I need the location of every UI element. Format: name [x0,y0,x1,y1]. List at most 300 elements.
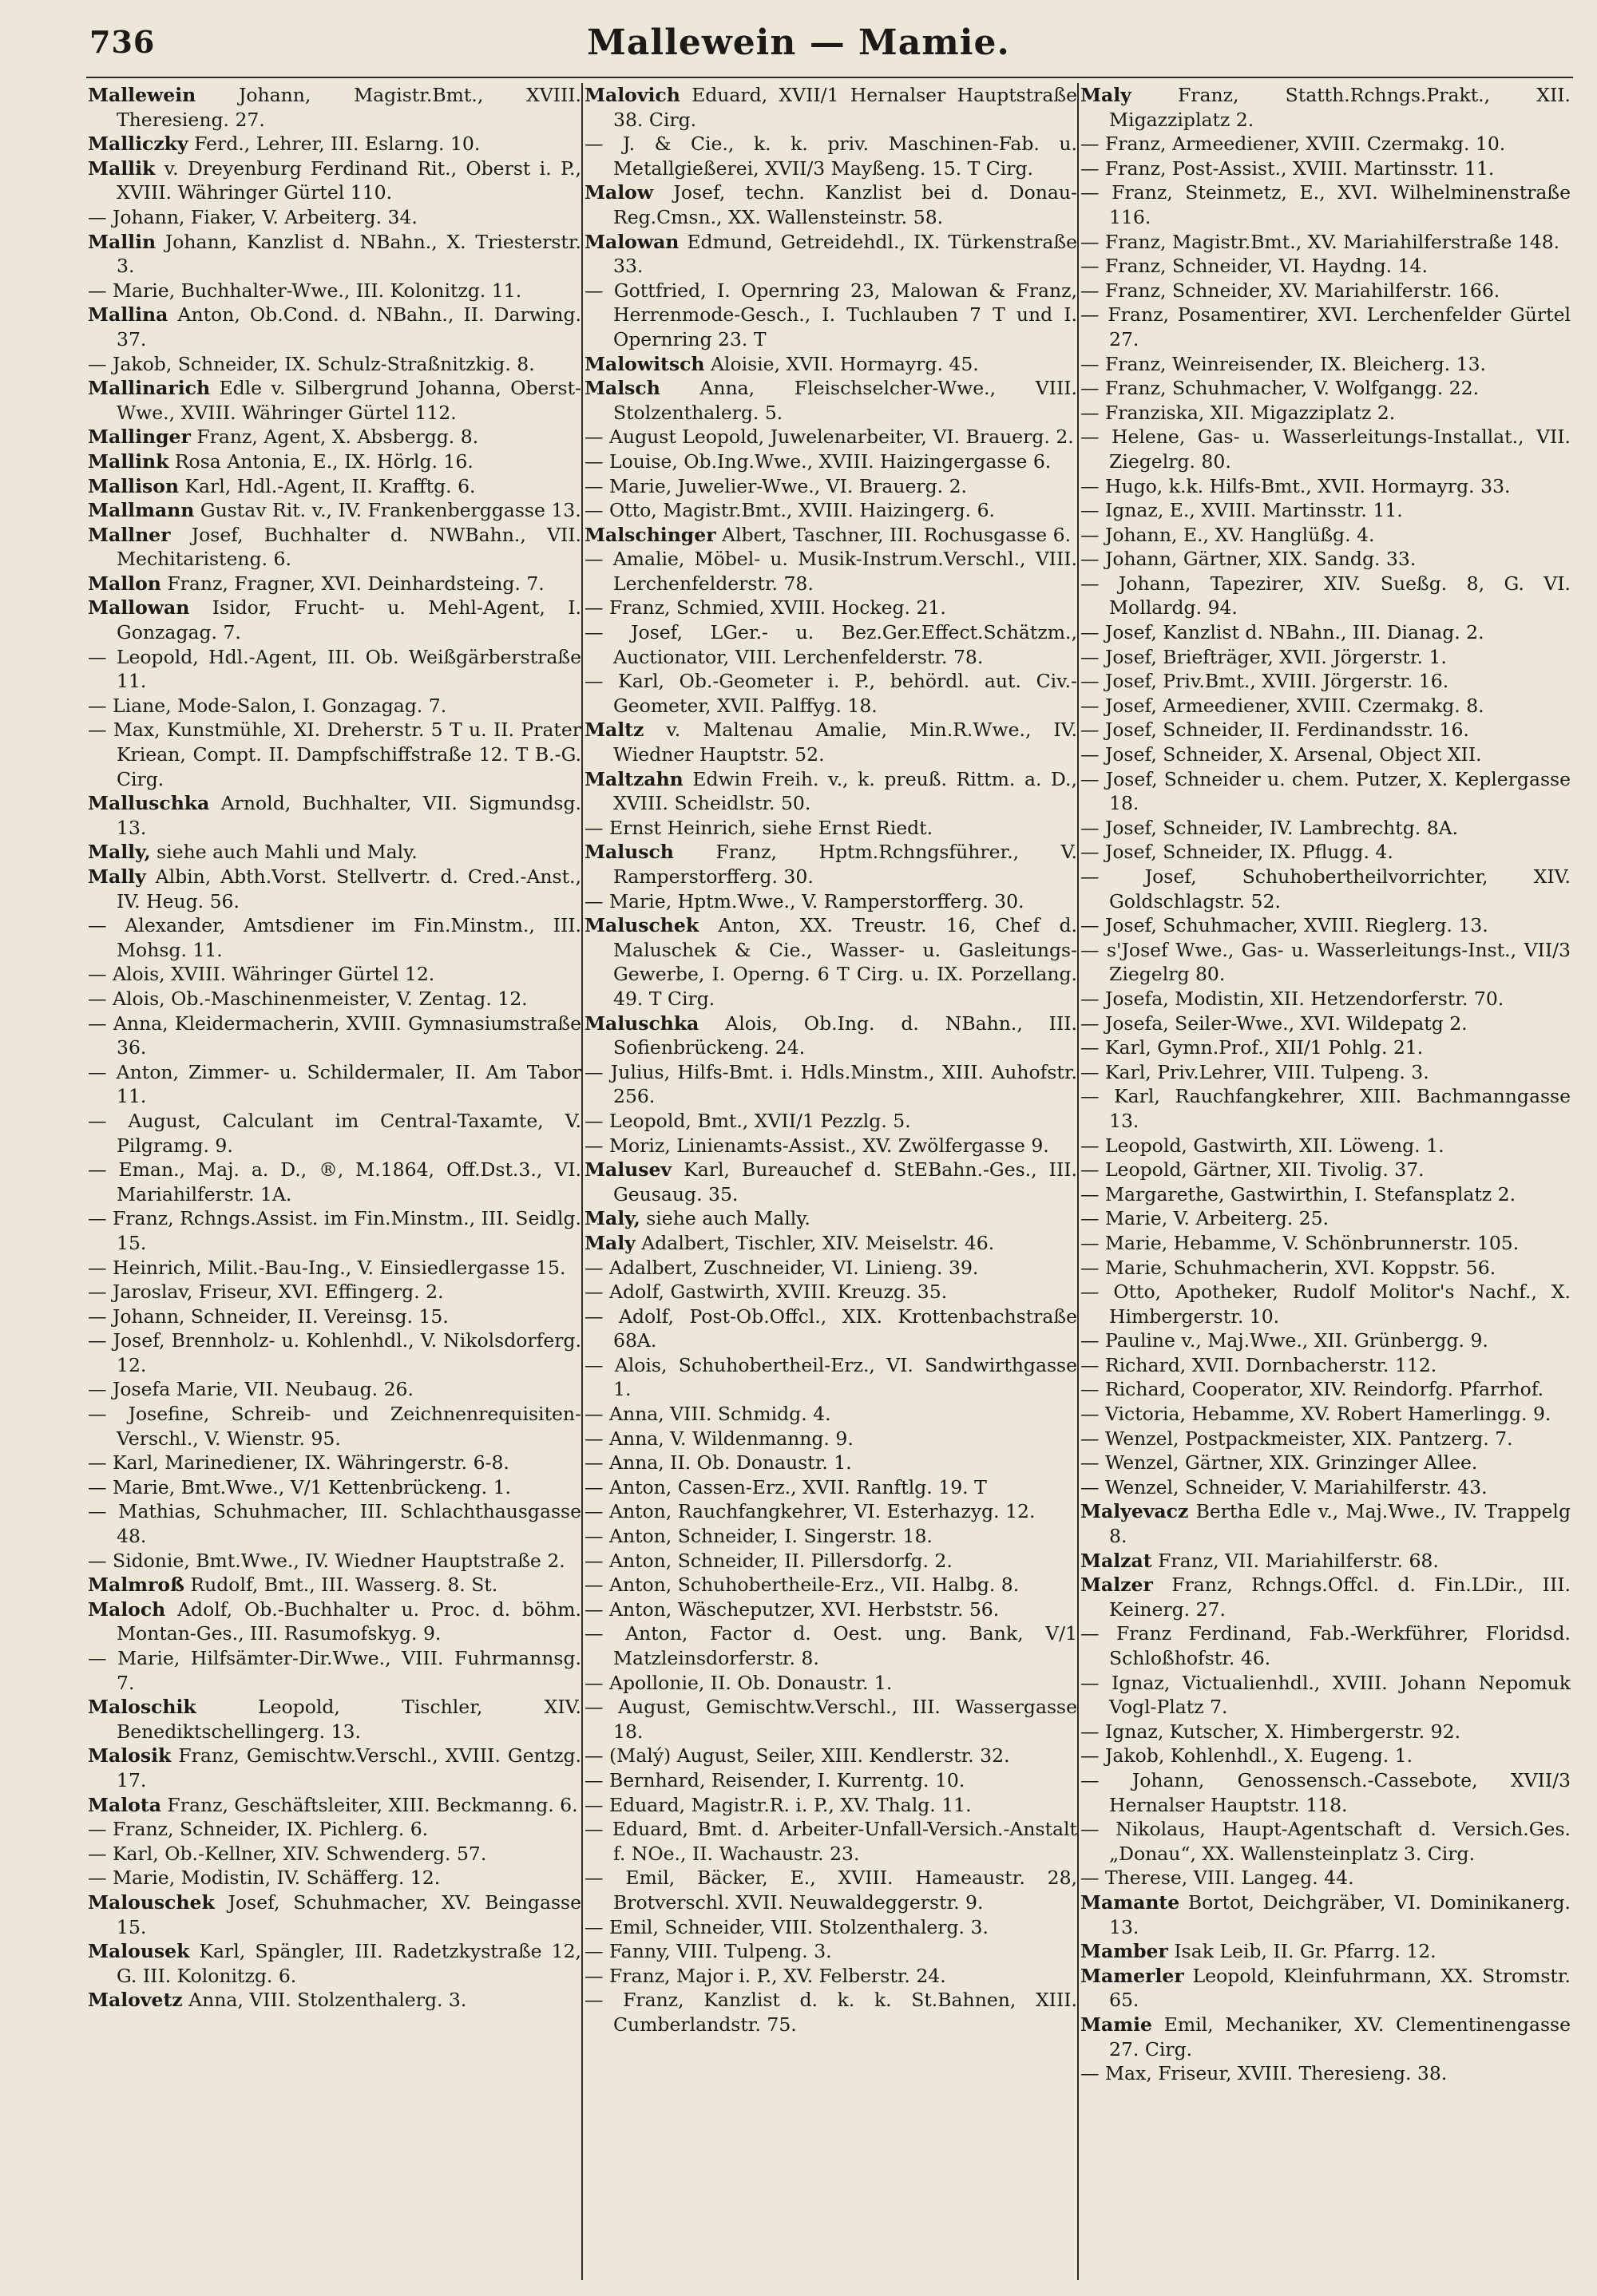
directory-entry [585,230,1077,279]
entry-details: — Eduard, Bmt. d. Arbeiter-Unfall-Versich.-Anstalt f. NOe., II. Wachaustr. 23. [585,1818,1077,1865]
entry-details: — Anton, Cassen-Erz., XVII. Ranftlg. 19. T [585,1475,987,1498]
entry-details: — Franz, Schmied, XVIII. Hockeg. 21. [585,596,946,620]
entry-surname: Malovich [585,84,680,106]
directory-entry [585,816,1077,841]
entry-details: — Marie, Hilfsämter-Dir.Wwe., VIII. Fuhrmannsg. 7. [88,1647,581,1694]
directory-entry [1080,547,1571,572]
entry-details: — Johann, Gärtner, XIX. Sandg. 33. [1080,548,1417,571]
entry-details: — Franz, Major i. P., XV. Felberstr. 24. [585,1964,946,1987]
entry-details: — Adolf, Gastwirth, XVIII. Kreuzg. 35. [585,1281,948,1304]
entry-details: Adalbert, Tischler, XIV. Meiselstr. 46. [635,1231,995,1254]
entry-details: — Anna, V. Wildenmanng. 9. [585,1427,854,1450]
entry-details: — Leopold, Gastwirth, XII. Löweng. 1. [1080,1134,1444,1157]
entry-details: — Johann, E., XV. Hanglüßg. 4. [1080,523,1375,546]
entry-details: — Marie, Schuhmacherin, XVI. Koppstr. 56. [1080,1256,1496,1279]
entry-details: — Marie, Hebamme, V. Schönbrunnerstr. 105. [1080,1231,1520,1254]
entry-surname: Malusch [585,841,674,864]
directory-entry [88,1646,581,1695]
entry-details: Leopold, Tischler, XIV. Benediktschellingerg. 13. [117,1696,581,1743]
entry-details: Anna, Fleischselcher-Wwe., VIII. Stolzenthalerg. 5. [613,377,1077,424]
entry-details: — Anton, Schneider, II. Pillersdorfg. 2. [585,1549,953,1572]
entry-details: — Jaroslav, Friseur, XVI. Effingerg. 2. [88,1281,444,1304]
entry-details: — Bernhard, Reisender, I. Kurrentg. 10. [585,1768,965,1791]
entry-surname: Mallner [88,523,171,546]
directory-entry [88,1060,581,1109]
directory-entry [88,1206,581,1255]
entry-details: — Alois, Schuhobertheil-Erz., VI. Sandwirthgasse 1. [585,1353,1077,1401]
entry-details: — Josef, Schneider, IV. Lambrechtg. 8A. [1080,816,1459,839]
directory-entry [585,1695,1077,1744]
entry-details: — Mathias, Schuhmacher, III. Schlachthausgasse 48. [88,1500,581,1548]
entry-details: — Liane, Mode-Salon, I. Gonzagag. 7. [88,694,447,717]
directory-entry [585,1768,1077,1793]
directory-entry [1080,1573,1571,1621]
entry-details: — Anton, Wäscheputzer, XVI. Herbststr. 56. [585,1597,1000,1621]
directory-entry [1080,913,1571,938]
directory-entry [585,1353,1077,1402]
directory-entry [88,523,581,572]
entry-details: Josef, techn. Kanzlist bei d. Donau-Reg.Cmsn., XX. Wallensteinstr. 58. [613,181,1077,228]
entry-surname: Mamerler [1080,1964,1184,1987]
entry-details: — Josef, Schneider, X. Arsenal, Object XII. [1080,743,1482,766]
entry-surname: Mallinarich [88,377,211,400]
directory-entry [1080,1744,1571,1768]
directory-entry [88,156,581,205]
entry-details: — Franz, Schuhmacher, V. Wolfgangg. 22. [1080,377,1480,400]
entry-details: Franz, Hptm.Rchngsführer., V. Ramperstorfferg. 30. [613,841,1077,888]
entry-details: siehe auch Mahli und Maly. [150,841,418,864]
entry-details: — Ignaz, E., XVIII. Martinsstr. 11. [1080,499,1403,522]
entry-surname: Malzer [1080,1574,1153,1597]
directory-entry [88,279,581,303]
directory-entry [88,1695,581,1744]
directory-entry [88,1158,581,1206]
directory-entry [585,1597,1077,1622]
entry-details: Leopold, Kleinfuhrmann, XX. Stromstr. 65. [1109,1964,1571,2012]
directory-entry [1080,2061,1571,2086]
directory-entry [585,1499,1077,1524]
entry-surname: Mamie [1080,2013,1152,2036]
directory-entry [88,962,581,987]
entry-details: Aloisie, XVII. Hormayrg. 45. [704,352,979,375]
directory-entry [585,352,1077,377]
directory-entry [585,1206,1077,1231]
directory-entry [88,1939,581,1988]
directory-entry [1080,1328,1571,1353]
directory-entry [1080,718,1571,742]
directory-entry [1080,572,1571,620]
entry-details: — Karl, Ob.-Kellner, XIV. Schwenderg. 57. [88,1842,487,1865]
entry-details: Anton, Ob.Cond. d. NBahn., II. Darwing. 37. [117,303,581,350]
directory-entry [88,498,581,523]
entry-surname: Maluschka [585,1011,699,1035]
directory-entry [88,718,581,791]
directory-entry [1080,1890,1571,1939]
directory-entry [88,572,581,596]
entry-details: — Franz, Schneider, IX. Pichlerg. 6. [88,1818,429,1841]
entry-details: — Wenzel, Schneider, V. Mariahilferstr. 43. [1080,1475,1488,1498]
directory-entry [585,376,1077,425]
directory-entry [1080,1451,1571,1475]
directory-entry [585,1817,1077,1866]
entry-details: — Victoria, Hebamme, XV. Robert Hamerlingg. 9. [1080,1403,1551,1426]
directory-entry [1080,230,1571,255]
entry-details: — Karl, Priv.Lehrer, VIII. Tulpeng. 3. [1080,1060,1429,1083]
entry-details: — Josef, Schneider, II. Ferdinandsstr. 16. [1080,718,1469,742]
entry-details: — Franz, Armeediener, XVIII. Czermakg. 10. [1080,133,1506,156]
entry-details: — Hugo, k.k. Hilfs-Bmt., XVII. Hormayrg. 33. [1080,474,1511,497]
entry-details: Albin, Abth.Vorst. Stellvertr. d. Cred.-Anst., IV. Heug. 56. [117,865,581,912]
entry-surname: Maltzahn [585,767,684,790]
entry-details: — Franz Ferdinand, Fab.-Werkführer, Floridsd. Schloßhofstr. 46. [1080,1622,1571,1669]
entry-details: — Karl, Rauchfangkehrer, XIII. Bachmanngasse 13. [1080,1085,1571,1132]
entry-details: — s'Josef Wwe., Gas- u. Wasserleitungs-Inst., VII/3 Ziegelrg 80. [1080,938,1571,986]
entry-surname: Malowitsch [585,352,705,375]
entry-surname: Malyevacz [1080,1500,1189,1523]
entry-details: — Wenzel, Gärtner, XIX. Grinzinger Allee. [1080,1451,1478,1475]
directory-entry [585,1988,1077,2037]
directory-entry [88,791,581,840]
entry-details: Franz, Geschäftsleiter, XIII. Beckmanng. 6. [160,1793,578,1816]
entry-surname: Mally [88,865,146,888]
entry-details: — Marie, Modistin, IV. Schäfferg. 12. [88,1866,441,1890]
entry-details: — Leopold, Gärtner, XII. Tivolig. 37. [1080,1158,1425,1182]
entry-details: Bortot, Deichgräber, VI. Dominikanerg. 13. [1109,1890,1571,1938]
entry-details: — Johann, Tapezirer, XIV. Sueßg. 8, G. VI. Mollardg. 94. [1080,572,1571,620]
entry-details: — Gottfried, I. Opernring 23, Malowan & Franz, Herrenmode-Gesch., I. Tuchlauben 7 T und I. Opernring 23. T [585,279,1077,350]
entry-details: — Karl, Marinediener, IX. Währingerstr. 6-8. [88,1451,509,1475]
entry-details: Josef, Buchhalter d. NWBahn., VII. Mechitaristeng. 6. [117,523,581,571]
entry-details: — Johann, Schneider, II. Vereinsg. 15. [88,1304,449,1328]
entry-details: — Leopold, Bmt., XVII/1 Pezzlg. 5. [585,1109,911,1132]
entry-details: — Adolf, Post-Ob.Offcl., XIX. Krottenbachstraße 68A. [585,1304,1077,1352]
directory-entry [88,1549,581,1574]
directory-entry [585,1549,1077,1574]
directory-entry [585,1793,1077,1818]
entry-surname: Mallina [88,303,168,327]
directory-entry [585,889,1077,914]
entry-details: — Apollonie, II. Ob. Donaustr. 1. [585,1671,893,1694]
directory-entry [1080,1182,1571,1207]
directory-entry [585,718,1077,766]
entry-details: Josef, Schuhmacher, XV. Beingasse 15. [117,1890,581,1938]
entry-details: — Josef, Schuhmacher, XVIII. Rieglerg. 13. [1080,914,1488,937]
entry-details: — Johann, Genossensch.-Cassebote, XVII/3 Hernalser Hauptstr. 118. [1080,1768,1571,1816]
entry-details: — Karl, Ob.-Geometer i. P., behördl. aut. Civ.-Geometer, XVII. Palffyg. 18. [585,670,1077,717]
directory-entry [88,1793,581,1818]
entry-details: Johann, Magistr.Bmt., XVIII. Theresieng. 27. [117,84,581,131]
entry-details: — Josef, LGer.- u. Bez.Ger.Effect.Schätzm., Auctionator, VIII. Lerchenfelderstr. 78. [585,621,1077,668]
directory-entry [1080,1621,1571,1670]
entry-details: Eduard, XVII/1 Hernalser Hauptstraße 38. Cirg. [613,84,1077,131]
entry-surname: Malousek [88,1940,190,1963]
entry-surname: Malovetz [88,1989,183,2012]
directory-entry [1080,1280,1571,1328]
entry-details: — Sidonie, Bmt.Wwe., IV. Wiedner Hauptstraße 2. [88,1549,565,1572]
entry-details: — Josefa, Seiler-Wwe., XVI. Wildepatg 2. [1080,1011,1468,1035]
entry-details: — Anna, VIII. Schmidg. 4. [585,1403,831,1426]
directory-entry [1080,254,1571,279]
directory-entry [1080,1549,1571,1574]
entry-details: — Otto, Apotheker, Rudolf Molitor's Nachf., X. Himbergerstr. 10. [1080,1281,1571,1328]
entry-details: — Anna, Kleidermacherin, XVIII. Gymnasiumstraße 36. [88,1011,581,1059]
directory-entry [1080,1720,1571,1744]
column-3 [1080,83,1571,2280]
entry-details: — Josef, Armeediener, XVIII. Czermakg. 8. [1080,694,1484,717]
directory-entry [585,1939,1077,1964]
directory-entry [88,474,581,499]
entry-details: — Anton, Factor d. Oest. ung. Bank, V/1 Matzleinsdorferstr. 8. [585,1622,1077,1669]
entry-details: — Alois, XVIII. Währinger Gürtel 12. [88,963,435,986]
entry-details: — Ignaz, Victualienhdl., XVIII. Johann Nepomuk Vogl-Platz 7. [1080,1671,1571,1719]
entry-details: — Anton, Schneider, I. Singerstr. 18. [585,1525,933,1548]
entry-details: — Johann, Fiaker, V. Arbeiterg. 34. [88,205,418,228]
directory-entry [1080,83,1571,132]
entry-details: — J. & Cie., k. k. priv. Maschinen-Fab. u. Metallgießerei, XVII/3 Mayßeng. 15. T Cirg. [585,133,1077,180]
directory-entry [88,1744,581,1792]
entry-details: — Josef, Schneider, IX. Pflugg. 4. [1080,841,1393,864]
entry-details: Edle v. Silbergrund Johanna, Oberst-Wwe., XVIII. Währinger Gürtel 112. [117,377,581,424]
entry-details: — Marie, Buchhalter-Wwe., III. Kolonitzg. 11. [88,279,522,302]
entry-surname: Mallik [88,156,156,180]
directory-entry [585,1304,1077,1353]
entry-surname: Mallison [88,474,180,497]
directory-entry [1080,816,1571,841]
entry-surname: Malowan [585,230,680,253]
entry-details: Rudolf, Bmt., III. Wasserg. 8. St. [184,1574,498,1597]
directory-entry [1080,1402,1571,1427]
directory-entry [1080,352,1571,377]
directory-entry [585,180,1077,229]
directory-entry [1080,987,1571,1011]
entry-details: — Franz, Weinreisender, IX. Bleicherg. 13. [1080,352,1487,375]
entry-details: Karl, Hdl.-Agent, II. Krafftg. 6. [179,474,476,497]
directory-entry [585,1280,1077,1304]
entry-details: v. Dreyenburg Ferdinand Rit., Oberst i. P., XVIII. Währinger Gürtel 110. [117,156,581,204]
directory-entry [1080,1060,1571,1085]
directory-entry [585,449,1077,474]
entry-surname: Mallmann [88,499,195,522]
directory-entry [1080,840,1571,865]
entry-details: — August, Gemischtw.Verschl., III. Wassergasse 18. [585,1696,1077,1743]
directory-entry [88,449,581,474]
entry-details: — Emil, Bäcker, E., XVIII. Hameaustr. 28, Brotverschl. XVII. Neuwaldeggerstr. 9. [585,1866,1077,1914]
entry-details: — Josef, Priv.Bmt., XVIII. Jörgerstr. 16. [1080,670,1449,693]
directory-entry [1080,474,1571,499]
directory-entry [1080,1939,1571,1964]
directory-entry [88,1988,581,2013]
entry-details: — Eman., Maj. a. D., ®, M.1864, Off.Dst.3., VI. Mariahilferstr. 1A. [88,1158,581,1205]
directory-entry [1080,1231,1571,1256]
directory-entry [585,1427,1077,1451]
entry-details: Anna, VIII. Stolzenthalerg. 3. [182,1989,467,2012]
directory-entry [585,1451,1077,1475]
entry-details: — Anton, Schuhobertheile-Erz., VII. Halbg. 8. [585,1574,1020,1597]
directory-entry [1080,376,1571,401]
directory-entry [1080,303,1571,351]
entry-details: — Josefa Marie, VII. Neubaug. 26. [88,1378,414,1401]
directory-entry [88,1866,581,1890]
directory-entry [88,352,581,377]
entry-details: — Moriz, Linienamts-Assist., XV. Zwölfergasse 9. [585,1134,1049,1157]
entry-details: — Anna, II. Ob. Donaustr. 1. [585,1451,852,1475]
entry-surname: Mallin [88,230,157,253]
entry-details: — Max, Friseur, XVIII. Theresieng. 38. [1080,2062,1448,2085]
entry-details: — Karl, Gymn.Prof., XII/1 Pohlg. 21. [1080,1036,1424,1059]
directory-entry [88,596,581,644]
directory-entry [88,1573,581,1597]
directory-entry [88,865,581,913]
directory-entry [585,523,1077,548]
entry-details: — Franz, Schneider, VI. Haydng. 14. [1080,255,1428,278]
entry-details: — Eduard, Magistr.R. i. P., XV. Thalg. 11. [585,1793,972,1816]
entry-details: Bertha Edle v., Maj.Wwe., IV. Trappelg 8. [1109,1500,1571,1548]
directory-entry [1080,132,1571,156]
entry-details: — Franz, Post-Assist., XVIII. Martinsstr. 11. [1080,156,1495,180]
directory-entry [88,987,581,1011]
entry-details: Franz, VII. Mariahilferstr. 68. [1151,1549,1439,1572]
entry-surname: Malschinger [585,523,716,546]
entry-surname: Maly [585,1231,636,1254]
directory-entry [88,1280,581,1304]
directory-entry [585,132,1077,180]
directory-entry [88,1109,581,1158]
column-2 [585,83,1077,2280]
entry-details: Ferd., Lehrer, III. Eslarng. 10. [188,133,481,156]
entry-details: Edmund, Getreidehdl., IX. Türkenstraße 33. [613,230,1077,278]
entry-details: Anton, XX. Treustr. 16, Chef d. Maluschek & Cie., Wasser- u. Gasleitungs-Gewerbe, I. Operng. 6 T Cirg. u. IX. Porzellang. 49. T Cirg. [613,914,1077,1010]
directory-entry [585,840,1077,889]
entry-details: — Josef, Briefträger, XVII. Jörgerstr. 1. [1080,645,1447,668]
entry-details: Edwin Freih. v., k. preuß. Rittm. a. D., XVIII. Scheidlstr. 50. [613,767,1077,815]
entry-details: — Josef, Brennholz- u. Kohlenhdl., V. Nikolsdorferg. 12. [88,1329,581,1376]
entry-details: — Therese, VIII. Langeg. 44. [1080,1866,1354,1890]
entry-details: — Josef, Kanzlist d. NBahn., III. Dianag. 2. [1080,621,1484,644]
entry-details: — Louise, Ob.Ing.Wwe., XVIII. Haizingergasse 6. [585,449,1052,473]
directory-entry [585,547,1077,596]
directory-entry [585,1402,1077,1427]
directory-entry [1080,425,1571,473]
entry-details: Johann, Kanzlist d. NBahn., X. Triesterstr. 3. [117,230,581,278]
directory-entry [88,83,581,132]
directory-entry [88,1842,581,1866]
directory-entry [88,132,581,156]
directory-entry [585,669,1077,718]
directory-entry [1080,938,1571,987]
entry-details: Alois, Ob.Ing. d. NBahn., III. Sofienbrückeng. 24. [613,1011,1077,1059]
directory-entry [1080,1353,1571,1378]
directory-entry [1080,1256,1571,1281]
entry-details: — Amalie, Möbel- u. Musik-Instrum.Verschl., VIII. Lerchenfelderstr. 78. [585,548,1077,595]
directory-entry [1080,1377,1571,1402]
directory-entry [585,1011,1077,1060]
directory-entry [585,1524,1077,1549]
directory-entry [88,303,581,351]
entry-details: — Helene, Gas- u. Wasserleitungs-Installat., VII. Ziegelrg. 80. [1080,426,1571,473]
directory-entry [1080,645,1571,670]
entry-surname: Maly [1080,84,1131,106]
entry-details: Franz, Gemischtw.Verschl., XVIII. Gentzg. 17. [117,1744,581,1791]
directory-entry [1080,1866,1571,1890]
entry-surname: Maloch [88,1597,166,1621]
directory-entry [585,425,1077,449]
entry-details: Arnold, Buchhalter, VII. Sigmundsg. 13. [117,792,581,839]
directory-entry [585,1134,1077,1158]
column-divider [1077,83,1079,2280]
page-number: 736 [89,24,156,60]
directory-entry [88,913,581,962]
entry-details: siehe auch Mally. [640,1207,810,1230]
directory-entry [1080,1134,1571,1158]
directory-entry [1080,620,1571,645]
column-divider [581,83,583,2280]
entry-surname: Malow [585,181,654,204]
entry-details: — Franz, Kanzlist d. k. k. St.Bahnen, XIII. Cumberlandstr. 75. [585,1989,1077,2036]
directory-entry [1080,767,1571,816]
directory-entry [585,83,1077,132]
entry-details: — Leopold, Hdl.-Agent, III. Ob. Weißgärberstraße 11. [88,645,581,693]
entry-details: — Alois, Ob.-Maschinenmeister, V. Zentag. 12. [88,987,528,1010]
directory-entry [1080,742,1571,767]
directory-entry [88,840,581,865]
directory-entry [585,279,1077,352]
entry-surname: Mallinger [88,426,191,449]
directory-entry [1080,401,1571,426]
directory-entry [88,694,581,718]
directory-entry [88,1328,581,1377]
entry-details: Isak Leib, II. Gr. Pfarrg. 12. [1167,1940,1437,1963]
entry-details: — Josefine, Schreib- und Zeichnenrequisiten-Verschl., V. Wienstr. 95. [88,1403,581,1450]
directory-entry [1080,1817,1571,1866]
entry-details: — Franz, Rchngs.Assist. im Fin.Minstm., III. Seidlg. 15. [88,1207,581,1254]
entry-details: — Jakob, Kohlenhdl., X. Eugeng. 1. [1080,1744,1413,1768]
entry-details: — Anton, Zimmer- u. Schildermaler, II. Am Tabor 11. [88,1060,581,1108]
directory-entry [1080,1427,1571,1451]
entry-details: Gustav Rit. v., IV. Frankenberggasse 13. [194,499,581,522]
entry-surname: Mallon [88,572,161,595]
directory-entry [585,913,1077,1011]
entry-details: — Ernst Heinrich, siehe Ernst Riedt. [585,816,933,839]
directory-entry [585,1475,1077,1500]
directory-entry [88,1817,581,1842]
directory-entry [585,1109,1077,1134]
entry-surname: Malliczky [88,133,188,156]
entry-details: Franz, Fragner, XVI. Deinhardsteing. 7. [160,572,545,595]
entry-details: Rosa Antonia, E., IX. Hörlg. 16. [168,449,474,473]
directory-entry [1080,180,1571,229]
entry-details: — Josef, Schneider u. chem. Putzer, X. Keplergasse 18. [1080,767,1571,815]
directory-entry [88,1890,581,1939]
directory-entry [585,1671,1077,1696]
directory-entry [1080,1964,1571,2013]
directory-entry [1080,279,1571,303]
entry-details: v. Maltenau Amalie, Min.R.Wwe., IV. Wiedner Hauptstr. 52. [613,718,1077,766]
directory-entry [88,645,581,694]
entry-details: — Franz, Magistr.Bmt., XV. Mariahilferstraße 148. [1080,230,1560,253]
header-rule [86,77,1573,78]
directory-entry [585,1621,1077,1670]
entry-surname: Maly, [585,1207,640,1230]
entry-details: — Alexander, Amtsdiener im Fin.Minstm., III. Mohsg. 11. [88,914,581,961]
entry-surname: Mamber [1080,1940,1168,1963]
directory-entry [1080,1499,1571,1548]
entry-surname: Maloschik [88,1696,196,1719]
entry-details: Emil, Mechaniker, XV. Clementinengasse 27. Cirg. [1109,2013,1571,2060]
entry-details: — Pauline v., Maj.Wwe., XII. Grünbergg. 9. [1080,1329,1488,1352]
entry-details: — (Malý) August, Seiler, XIII. Kendlerstr. 32. [585,1744,1010,1768]
entry-details: — Richard, Cooperator, XIV. Reindorfg. Pfarrhof. [1080,1378,1544,1401]
page-title: Mallewein — Mamie. [587,22,1010,63]
